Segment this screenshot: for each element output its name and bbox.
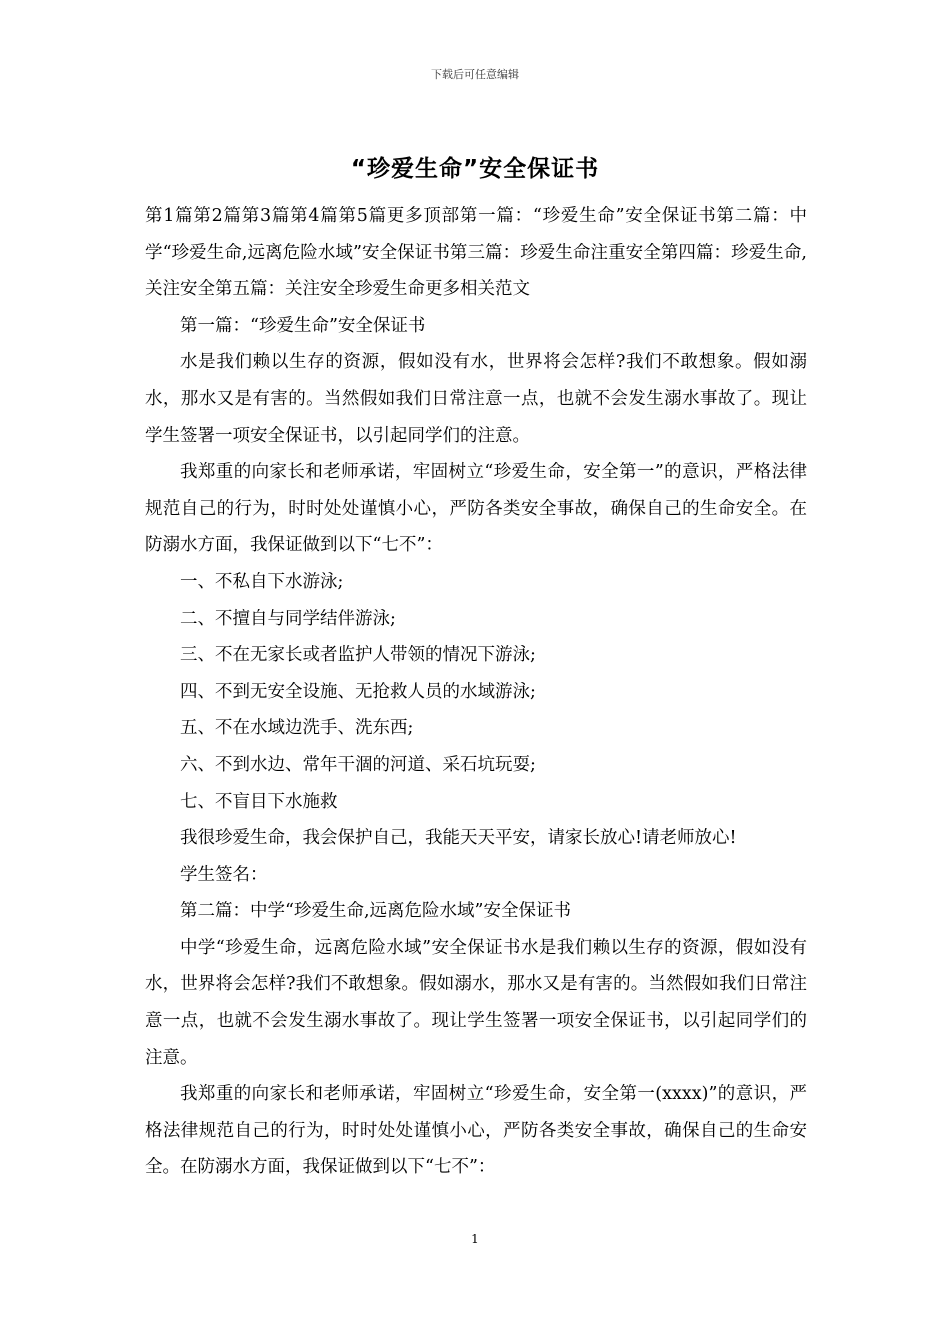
list-item: 二、不擅自与同学结伴游泳; xyxy=(180,608,396,629)
section-heading-2: 第二篇：中学“珍爱生命,远离危险水域”安全保证书 xyxy=(180,901,571,922)
document-body xyxy=(145,198,807,1186)
header-note: 下载后可任意编辑 xyxy=(431,68,519,81)
list-item: 一、不私自下水游泳; xyxy=(180,571,344,592)
body-paragraph: 水是我们赖以生存的资源，假如没有水，世界将会怎样?我们不敢想象。假如溺水，那水又是有害的。当然假如我们日常注意一点，也就不会发生溺水事故了。现让学生签署一项安全保证书，以引起同学们的注意。 xyxy=(145,352,807,446)
list-item: 三、不在无家长或者监护人带领的情况下游泳; xyxy=(180,645,536,666)
list-item: 四、不到无安全设施、无抢救人员的水域游泳; xyxy=(180,681,536,702)
body-paragraph: 我郑重的向家长和老师承诺，牢固树立“珍爱生命，安全第一”的意识，严格法律规范自己的行为，时时处处谨慎小心，严防各类安全事故，确保自己的生命安全。在防溺水方面，我保证做到以下“七不”： xyxy=(145,462,807,556)
body-paragraph: 我很珍爱生命，我会保护自己，我能天天平安，请家长放心!请老师放心! xyxy=(180,828,737,849)
signature-label: 学生签名： xyxy=(180,864,268,885)
section-heading-1: 第一篇：“珍爱生命”安全保证书 xyxy=(180,315,426,336)
page-number: 1 xyxy=(471,1232,479,1246)
list-item: 五、不在水域边洗手、洗东西; xyxy=(180,718,414,739)
body-paragraph: 我郑重的向家长和老师承诺，牢固树立“珍爱生命，安全第一(xxxx)”的意识，严格法律规范自己的行为，时时处处谨慎小心，严防各类安全事故，确保自己的生命安全。在防溺水方面，我保证做到以下“七不”： xyxy=(145,1084,807,1178)
toc-paragraph: 第1篇第2篇第3篇第4篇第5篇更多顶部第一篇：“珍爱生命”安全保证书第二篇：中学“珍爱生命,远离危险水域”安全保证书第三篇：珍爱生命注重安全第四篇：珍爱生命,关注安全第五篇：关注安全珍爱生命更多相关范文 xyxy=(145,206,807,300)
document-title: “珍爱生命”安全保证书 xyxy=(350,156,600,182)
list-item: 七、不盲目下水施救 xyxy=(180,791,338,812)
list-item: 六、不到水边、常年干涸的河道、采石坑玩耍; xyxy=(180,754,536,775)
body-paragraph: 中学“珍爱生命，远离危险水域”安全保证书水是我们赖以生存的资源，假如没有水，世界将会怎样?我们不敢想象。假如溺水，那水又是有害的。当然假如我们日常注意一点，也就不会发生溺水事故了。现让学生签署一项安全保证书，以引起同学们的注意。 xyxy=(145,937,807,1068)
